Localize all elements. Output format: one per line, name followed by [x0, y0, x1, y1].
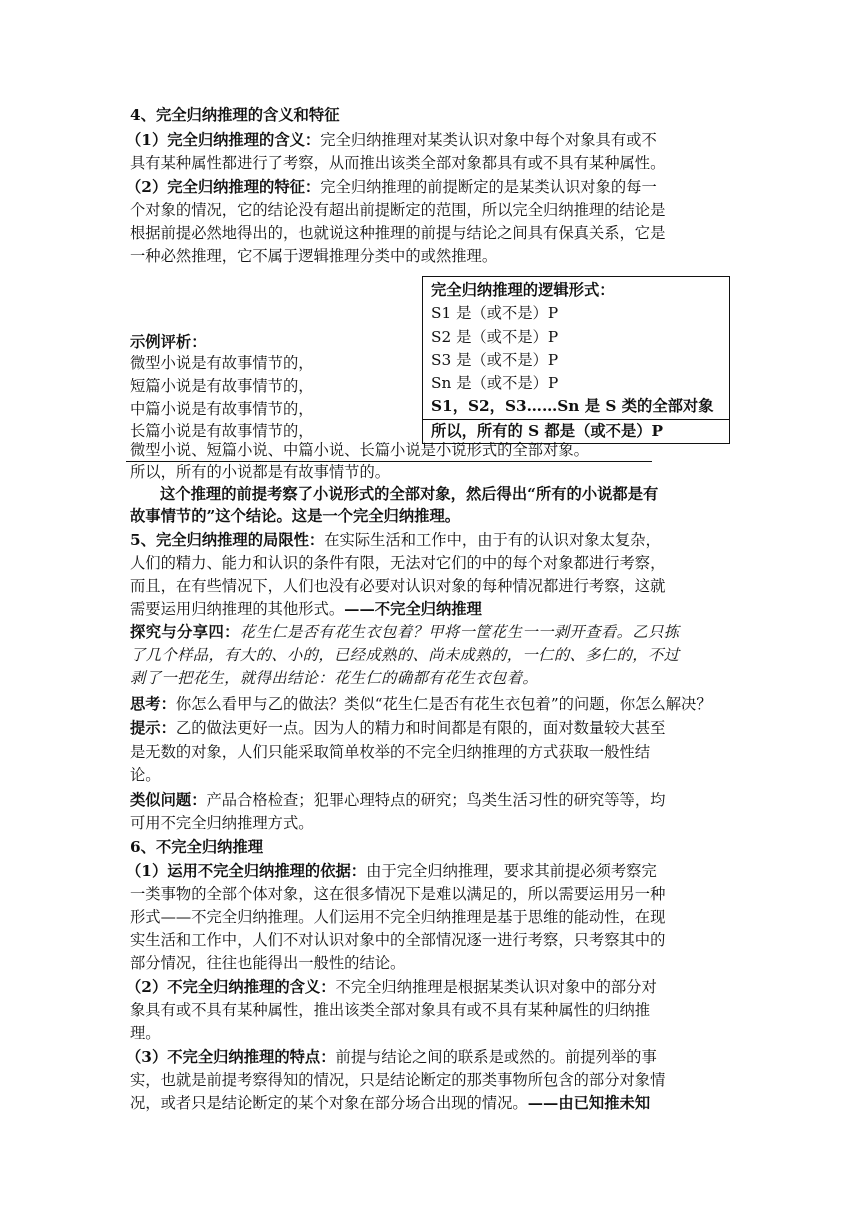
similar-text1: 产品合格检查；犯罪心理特点的研究；鸟类生活习性的研究等等，均 [206, 791, 666, 809]
think-label: 思考： [130, 695, 176, 713]
s6-p1-label: （1）运用不完全归纳推理的依据： [126, 862, 367, 880]
example-premise: 微型小说、短篇小说、中篇小说、长篇小说是小说形式的全部对象。 [130, 441, 589, 459]
hint-label: 提示： [130, 719, 176, 737]
s6-p2-text3: 理。 [130, 1024, 161, 1042]
s5-text2: 人们的精力、能力和认识的条件有限，无法对它们的中的每个对象都进行考察， [130, 554, 666, 572]
s4-p1-label: （1）完全归纳推理的含义： [126, 131, 321, 149]
s6-p3-line1 [126, 1046, 657, 1069]
s5-line4 [130, 598, 482, 621]
similar-line1 [130, 789, 665, 812]
explore-line1 [130, 621, 679, 644]
similar-text2: 可用不完全归纳推理方式。 [130, 814, 314, 832]
similar-label: 类似问题： [130, 791, 207, 809]
logical-form-box [422, 276, 730, 444]
s4-p2-text3: 根据前提必然地得出的，也就说这种推理的前提与结论之间具有保真关系，它是 [130, 224, 666, 242]
s6-p3-text1: 前提与结论之间的联系是或然的。前提列举的事 [335, 1048, 657, 1066]
hint-text1: 乙的做法更好一点。因为人的精力和时间都是有限的，面对数量较大甚至 [175, 719, 666, 737]
logical-form-line: Sn 是（或不是）P [431, 374, 559, 393]
s5-line1 [130, 529, 661, 552]
section-6-title: 6、不完全归纳推理 [130, 838, 264, 856]
example-premise: 短篇小说是有故事情节的， [130, 377, 314, 395]
explore-text3: 剥了一把花生，就得出结论：花生仁的确都有花生衣包着。 [130, 669, 539, 687]
s6-p1-text5: 部分情况，往往也能得出一般性的结论。 [130, 954, 406, 972]
logical-form-line: S1 是（或不是）P [431, 304, 559, 323]
logical-form-title: 完全归纳推理的逻辑形式： [431, 281, 615, 299]
s6-p2-text1: 不完全归纳推理是根据某类认识对象中的部分对 [335, 978, 657, 996]
s5-text4: 需要运用归纳推理的其他形式。 [130, 600, 345, 618]
think-line [130, 693, 712, 716]
example-label: 示例评析： [130, 333, 207, 351]
section-4-title: 4、完全归纳推理的含义和特征 [130, 106, 340, 124]
think-text: 你怎么看甲与乙的做法？类似“花生仁是否有花生衣包着”的问题，你怎么解决？ [175, 695, 712, 713]
s6-p1-text4: 实生活和工作中，人们不对认识对象中的全部情况逐一进行考察，只考察其中的 [130, 931, 666, 949]
s6-p3-label: （3）不完全归纳推理的特点： [126, 1048, 336, 1066]
s5-text3: 而且，在有些情况下，人们也没有必要对认识对象的每种情况都进行考察，这就 [130, 577, 666, 595]
example-premise: 长篇小说是有故事情节的， [130, 422, 314, 440]
s4-p2-text4: 一种必然推理，它不属于逻辑推理分类中的或然推理。 [130, 247, 498, 265]
s6-p3-known-to-unknown: ——由已知推未知 [527, 1094, 651, 1112]
logical-form-line: S3 是（或不是）P [431, 350, 559, 369]
hint-line1 [130, 717, 665, 740]
s4-p1-text2: 具有某种属性都进行了考察，从而推出该类全部对象都具有或不具有某种属性。 [130, 154, 666, 172]
explore-label: 探究与分享四： [130, 623, 240, 641]
s6-p3-line3 [130, 1092, 650, 1115]
s4-p2-text2: 个对象的情况，它的结论没有超出前提断定的范围，所以完全归纳推理的结论是 [130, 201, 666, 219]
s6-p2-text2: 象具有或不具有某种属性，推出该类全部对象具有或不具有某种属性的归纳推 [130, 1001, 651, 1019]
explore-text1: 花生仁是否有花生衣包着？甲将一筐花生一一剥开查看。乙只拣 [239, 623, 680, 641]
s4-p1-text1: 完全归纳推理对某类认识对象中每个对象具有或不 [320, 131, 657, 149]
example-comment-line1: 这个推理的前提考察了小说形式的全部对象，然后得出“所有的小说都是有 [160, 485, 659, 503]
s6-p3-text2: 实，也就是前提考察得知的情况，只是结论断定的那类事物所包含的部分对象情 [130, 1071, 666, 1089]
s5-text1: 在实际生活和工作中，由于有的认识对象太复杂， [324, 531, 661, 549]
s6-p1-text2: 一类事物的全部个体对象，这在很多情况下是难以满足的，所以需要运用另一种 [130, 885, 666, 903]
hint-text2: 是无数的对象，人们只能采取简单枚举的不完全归纳推理的方式获取一般性结 [130, 743, 651, 761]
s6-p2-line1 [126, 976, 657, 999]
s4-p2-label: （2）完全归纳推理的特征： [126, 178, 321, 196]
example-comment-line2: 故事情节的”这个结论。这是一个完全归纳推理。 [130, 507, 461, 525]
logical-form-line: S1，S2，S3……Sn 是 S 类的全部对象 [431, 397, 714, 416]
explore-text2: 了几个样品，有大的、小的，已经成熟的、尚未成熟的，一仁的、多仁的，不过 [130, 646, 680, 664]
s4-p1-line1 [126, 129, 657, 152]
example-premise: 微型小说是有故事情节的， [130, 354, 314, 372]
s6-p1-line1 [126, 860, 657, 883]
example-conclusion: 所以，所有的小说都是有故事情节的。 [130, 463, 391, 481]
logical-form-line: S2 是（或不是）P [431, 327, 559, 346]
s4-p2-text1: 完全归纳推理的前提断定的是某类认识对象的每一 [320, 178, 657, 196]
s6-p2-label: （2）不完全归纳推理的含义： [126, 978, 336, 996]
example-premise: 中篇小说是有故事情节的， [130, 400, 314, 418]
s6-p1-text1: 由于完全归纳推理，要求其前提必须考察完 [366, 862, 657, 880]
s5-incomplete-induction: ——不完全归纳推理 [344, 600, 482, 618]
logical-form-conclusion: 所以，所有的 S 都是（或不是）P [431, 421, 664, 440]
hint-text3: 论。 [130, 766, 161, 784]
s6-p1-text3: 形式——不完全归纳推理。人们运用不完全归纳推理是基于思维的能动性，在现 [130, 908, 666, 926]
s5-label: 5、完全归纳推理的局限性： [130, 531, 325, 549]
s4-p2-line1 [126, 176, 657, 199]
s6-p3-text3: 况，或者只是结论断定的某个对象在部分场合出现的情况。 [130, 1094, 528, 1112]
